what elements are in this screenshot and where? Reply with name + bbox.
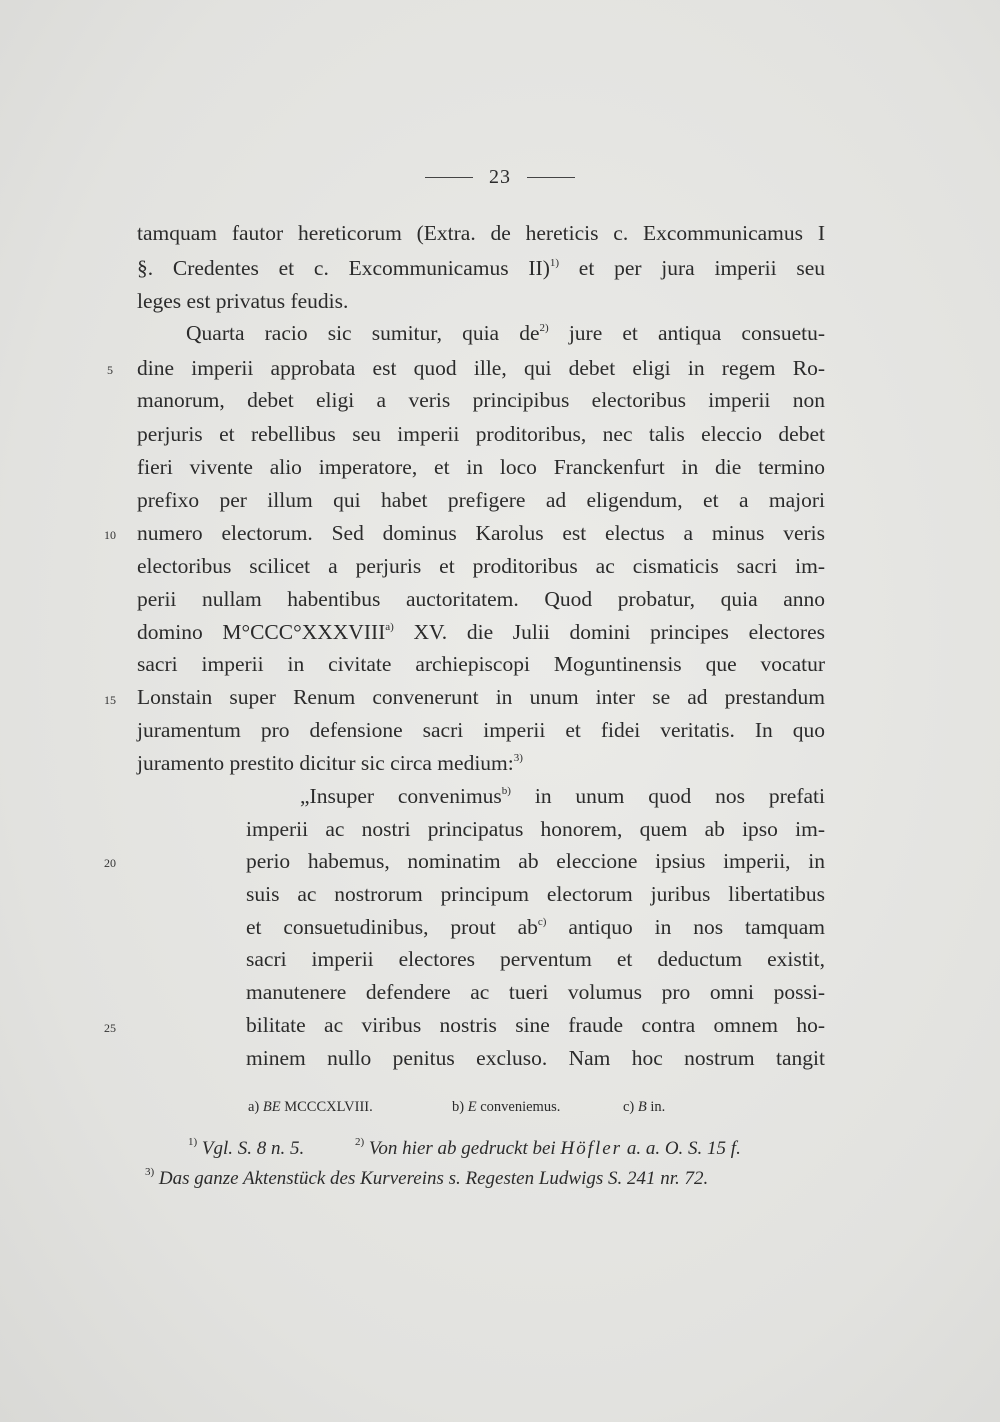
page-header — [0, 162, 1000, 192]
quote-line: et consuetudinibus, prout $ab^{c)}$ antiquo in nos tamquam — [246, 915, 825, 939]
line-number: 25 — [104, 1021, 116, 1035]
quote-line: suis ac nostrorum principum electorum juribus libertatibus — [246, 882, 825, 906]
line-number: 15 — [104, 693, 116, 707]
text-line: perjuris et rebellibus seu imperii proditoribus, nec talis eleccio debet — [137, 422, 825, 446]
quote-line: sacri imperii electores perventum et deductum existit, — [246, 947, 825, 971]
quote-line: imperii ac nostri principatus honorem, quem ab ipso im- — [246, 817, 825, 841]
apparatus-note: c) B in. — [623, 1099, 666, 1115]
text-line: juramento prestito dicitur sic circa medium:$^{3)}$ — [137, 751, 523, 775]
quote-line: perio habemus, nominatim ab eleccione ipsius imperii, in — [246, 849, 825, 873]
apparatus-note: a) BE MCCCXLVIII. — [248, 1099, 373, 1115]
text-line: fieri vivente alio imperatore, et in loco Franckenfurt in die termino — [137, 455, 825, 479]
line-number: 10 — [104, 528, 116, 542]
text-line: domino M°CCC°XXXVIII$^{a)}$ XV. die Julii domini principes electores — [137, 620, 825, 644]
footnote: $^{3)}$ Das ganze Aktenstück des Kurvereins s. Regesten Ludwigs S. 241 nr. 72. — [145, 1166, 709, 1189]
quote-line: minem nullo penitus excluso. Nam hoc nostrum tangit — [246, 1046, 825, 1070]
text-line: numero electorum. Sed dominus Karolus est electus a minus veris — [137, 521, 825, 545]
text-line: §. Credentes et c. Excommunicamus II)$^{1)}$ et per jura imperii seu — [137, 256, 826, 280]
text-line: tamquam fautor hereticorum (Extra. de hereticis c. Excommunicamus I — [137, 221, 825, 245]
text-line: juramentum pro defensione sacri imperii et fidei veritatis. In quo — [137, 718, 825, 742]
text-line: prefixo per illum qui habet prefigere ad eligendum, et a majori — [137, 488, 825, 512]
text-line: sacri imperii in civitate archiepiscopi Moguntinensis que vocatur — [137, 652, 825, 676]
apparatus-note: b) E conveniemus. — [452, 1099, 561, 1115]
text-line: leges est privatus feudis. — [137, 289, 349, 313]
text-line: electoribus scilicet a perjuris et proditoribus ac cismaticis sacri im- — [137, 554, 825, 578]
line-number: 20 — [104, 856, 116, 870]
quote-line: „Insuper convenimus$^{b)}$ in unum quod nos prefati — [300, 784, 825, 808]
footnote: $^{2)}$ Von hier ab gedruckt bei Höfler a. a. O. S. 15 f. — [355, 1136, 741, 1159]
page-number: 23 — [489, 165, 511, 188]
text-line: manorum, debet eligi a veris principibus electoribus imperii non — [137, 388, 825, 412]
text-line: Lonstain super Renum convenerunt in unum inter se ad prestandum — [137, 685, 825, 709]
footnote: $^{1)}$ Vgl. S. 8 n. 5. — [188, 1136, 305, 1159]
header-rule-right — [527, 177, 575, 178]
quote-line: manutenere defendere ac tueri volumus pro omni possi- — [246, 980, 825, 1004]
quote-line: bilitate ac viribus nostris sine fraude contra omnem ho- — [246, 1013, 825, 1037]
text-line: perii nullam habentibus auctoritatem. Quod probatur, quia anno — [137, 587, 825, 611]
line-number: 5 — [107, 363, 113, 377]
text-line: Quarta racio sic sumitur, quia $de^{2)}$ jure et antiqua consuetu- — [186, 321, 826, 345]
text-line: dine imperii approbata est quod ille, qui debet eligi in regem Ro- — [137, 356, 825, 380]
header-rule-left — [425, 177, 473, 178]
